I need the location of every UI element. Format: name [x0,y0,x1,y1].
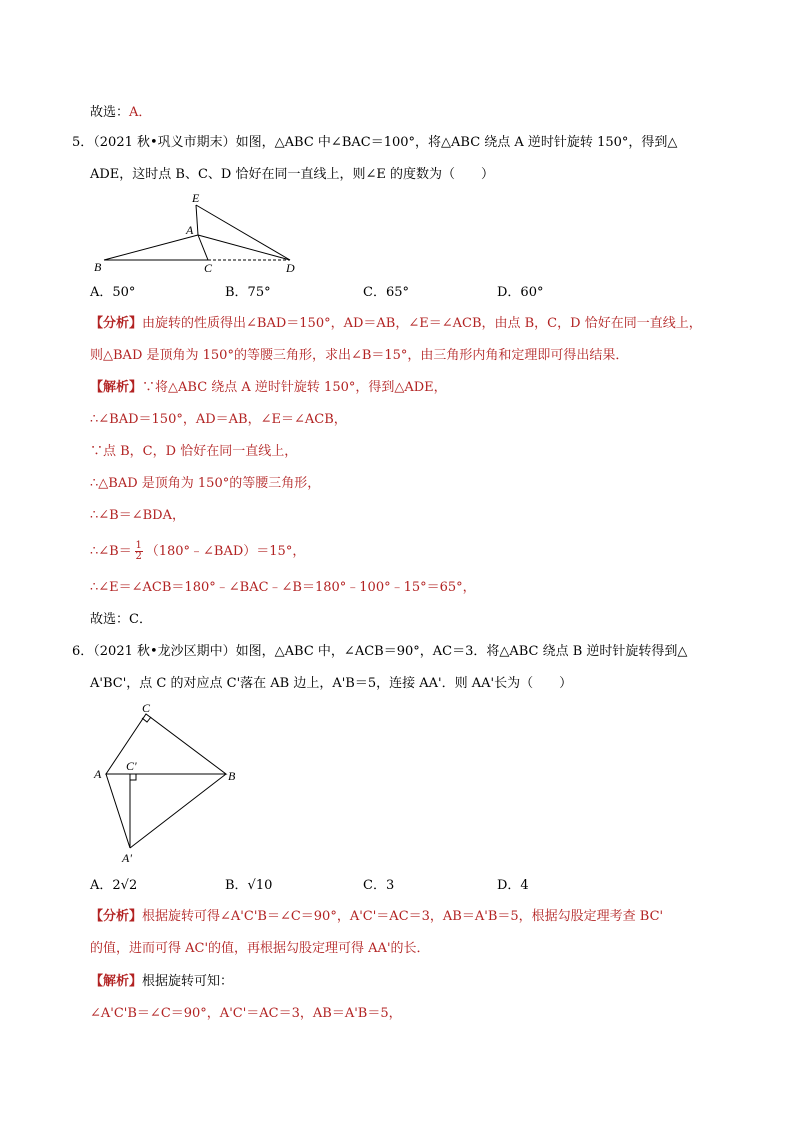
q5-option-d: D．60° [497,285,544,300]
q5-solution-line2: ∴∠BAD＝150°，AD＝AB，∠E＝∠ACB， [90,412,347,427]
q5-option-b: B．75° [225,285,271,300]
label-c: C [204,261,213,275]
analysis-text: 由旋转的性质得出∠BAD＝150°，AD＝AB，∠E＝∠ACB，由点 B，C，D 恰好在同一直线上， [142,316,702,331]
label-a: A [94,767,102,781]
segment-ae [196,205,198,235]
analysis-tag: 【分析】 [90,316,143,331]
fraction-numerator: 1 [135,540,142,551]
q5-stem-line2: ADE，这时点 B、C、D 恰好在同一直线上，则∠E 的度数为（ ） [90,167,495,182]
q5-solution-line1 [90,379,447,397]
label-b: B [94,260,102,274]
right-angle-c1 [130,774,136,780]
q5-analysis-line2: 则△BAD 是顶角为 150°的等腰三角形，求出∠B＝15°，由三角形内角和定理即可得出结果． [90,348,629,363]
segment-ac [198,235,208,260]
label-a: A [186,223,194,237]
q5-stem-line1 [72,134,677,152]
q5-solution-line7: ∴∠E＝∠ACB＝180°﹣∠BAC﹣∠B＝180°﹣100°﹣15°＝65°， [90,580,476,595]
q5-diagram [90,188,310,276]
question-number: 6． [72,644,94,659]
q6-stem-line1 [72,643,687,661]
q6-analysis-line1 [90,908,663,926]
segment-aa1 [106,774,130,848]
q5-option-a: A．50° [90,285,136,300]
q5-option-c: C．65° [363,285,409,300]
formula-suffix: （180°﹣∠BAD）＝15°， [145,543,306,559]
solution-text: 根据旋转可知： [142,974,234,989]
solution-tag: 【解析】 [90,380,143,395]
q5-solution-line5: ∴∠B＝∠BDA， [90,508,185,523]
analysis-text: 根据旋转可得∠A'C'B＝∠C＝90°，A'C'＝AC＝3，AB＝A'B＝5，根据勾股定理考查 BC' [142,909,664,924]
q5-solution-line6 [90,541,305,562]
label-d: D [286,261,295,275]
q5-solution-line3: ∵点 B，C，D 恰好在同一直线上， [90,444,298,459]
answer-value: A． [129,105,152,120]
segment-ad [198,235,290,260]
label-e: E [192,191,200,205]
q6-solution-line2: ∠A'C'B＝∠C＝90°，A'C'＝AC＝3，AB＝A'B＝5， [90,1006,402,1021]
q6-option-a: A．2√2 [90,878,138,893]
q6-solution-line1 [90,973,233,991]
question-number: 5． [72,135,94,150]
solution-tag: 【解析】 [90,974,143,989]
triangle-abc [106,714,226,774]
q6-stem-line2: A'BC'，点 C 的对应点 C'落在 AB 边上，A'B＝5，连接 AA'．则 AA'长为（ ） [90,676,573,691]
label-b: B [228,769,236,783]
q4-answer [90,104,151,122]
question-stem: （2021 秋•龙沙区期中）如图，△ABC 中，∠ACB＝90°，AC＝3．将△ABC 绕点 B 逆时针旋转得到△ [93,644,688,659]
q5-solution-line4: ∴△BAD 是顶角为 150°的等腰三角形， [90,476,321,491]
answer-prefix: 故选： [90,105,130,120]
q6-option-d: D．4 [497,878,529,893]
solution-text: ∵将△ABC 绕点 A 逆时针旋转 150°，得到△ADE， [142,380,447,395]
q6-analysis-line2: 的值，进而可得 AC'的值，再根据勾股定理可得 AA'的长． [90,941,430,956]
q6-diagram [90,700,250,870]
q6-option-c: C．3 [363,878,395,893]
q6-option-b: B．√10 [225,878,273,893]
label-c-prime: C' [126,759,137,773]
analysis-tag: 【分析】 [90,909,143,924]
fraction-denominator: 2 [135,551,142,562]
segment-ba [104,235,198,260]
formula-prefix: ∴∠B＝ [90,543,132,559]
label-a-prime: A' [122,851,132,865]
label-c: C [142,701,151,715]
q5-analysis-line1 [90,315,702,333]
question-stem: （2021 秋•巩义市期末）如图，△ABC 中∠BAC＝100°，将△ABC 绕点 A 逆时针旋转 150°，得到△ [93,135,678,150]
fraction [135,541,143,562]
segment-ed [196,205,290,260]
segment-a1b [130,774,226,848]
q5-final: 故选：C． [90,612,152,627]
